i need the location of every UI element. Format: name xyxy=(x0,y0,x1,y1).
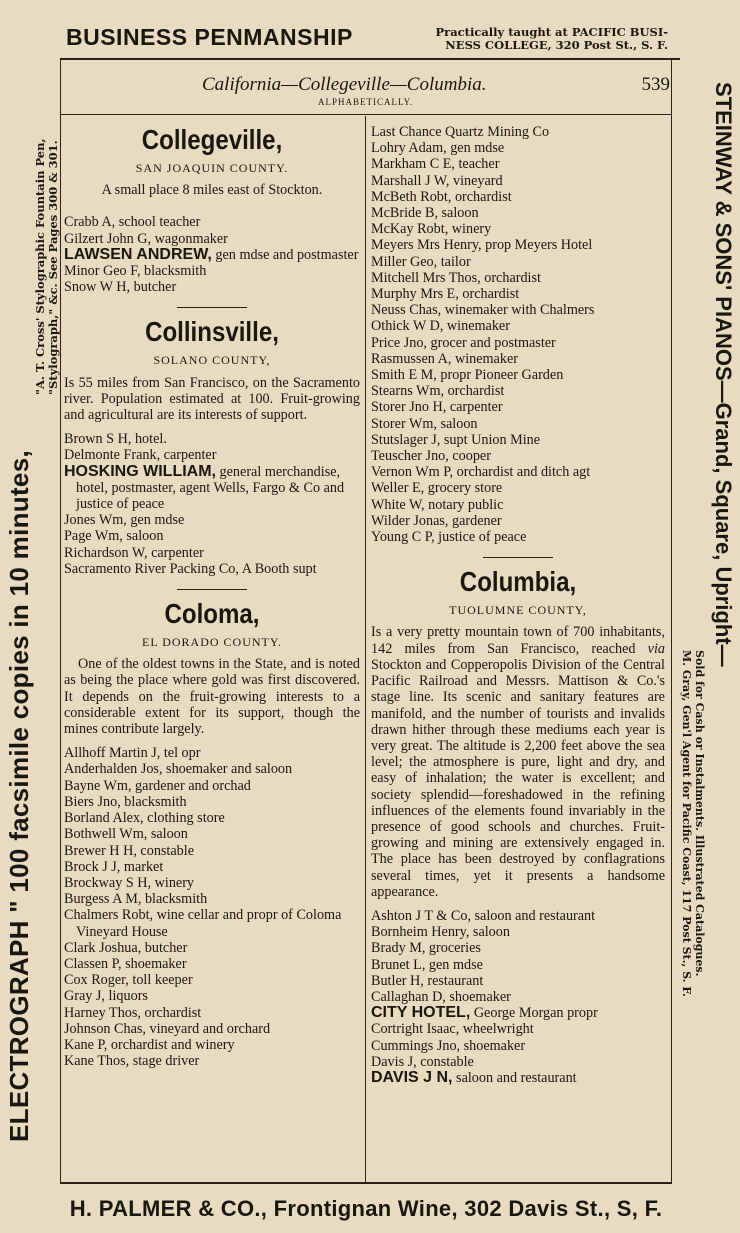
right-column xyxy=(371,124,665,1086)
list-item: Butler H, restaurant xyxy=(371,972,484,989)
left-frame-rule xyxy=(60,58,61,1182)
town-heading: Columbia, xyxy=(459,566,577,598)
list-item: Mitchell Mrs Thos, orchardist xyxy=(371,269,541,286)
list-item: Smith E M, propr Pioneer Garden xyxy=(371,367,564,384)
page-subtitle: ALPHABETICALLY. xyxy=(318,97,414,107)
list-item: Jones Wm, gen mdse xyxy=(64,512,185,529)
list-item: Stearns Wm, orchardist xyxy=(371,383,505,400)
list-item: Bayne Wm, gardener and orchad xyxy=(64,777,251,794)
page-header xyxy=(60,74,670,114)
list-item: Cortright Isaac, wheelwright xyxy=(371,1021,534,1038)
county-name: SOLANO COUNTY, xyxy=(153,353,271,368)
town-description: Is a very pretty mountain town of 700 inhabitants, 142 miles from San Francisco, reached via Stockton and Copperopolis Division of the Central Pacific Railroad and Messrs. Mattison & Co.'s stage line. Its scenic and sanitary features are manifold, and the number of tourists and invalids drawn hither through these mediums each year is very great. The altitude is 2,200 feet above the sea level; the atmosphere is pure, light and dry, and easy of inhalation; the water is excellent; and society splendid—foreshadowed in the refining influences of the elements found invariably in the presence of good schools and churches. Fruit-growing and mining are extensively engaged in. The place has been destroyed by conflagrations several times, yet it presents a handsome appearance. xyxy=(371,624,665,900)
list-item: Storer Wm, saloon xyxy=(371,415,478,432)
list-item: Kane Thos, stage driver xyxy=(64,1053,200,1070)
right-side-ad-detail: Sold for Cash or Instalments. Illustrated Catalogues. M. Gray, Gen'l Agent for Pacific Coast, 117 Post St., S. F. xyxy=(680,650,706,997)
top-ad-headline: BUSINESS PENMANSHIP xyxy=(66,24,353,50)
list-item: CITY HOTEL, George Morgan propr xyxy=(371,1004,598,1022)
county-name: SAN JOAQUIN COUNTY. xyxy=(135,161,289,175)
town-description: One of the oldest towns in the State, and is noted as being the place where gold was first discovered. It depends on the fruit-growing interests to a considerable extent for its support, though the mines contribute largely. xyxy=(64,656,360,738)
columbia-section xyxy=(371,566,665,1086)
county-name: EL DORADO COUNTY. xyxy=(142,635,282,650)
list-item: Chalmers Robt, wine cellar and propr of Coloma Vineyard House xyxy=(64,907,342,940)
town-heading: Collegeville, xyxy=(141,124,283,155)
list-item: Richardson W, carpenter xyxy=(64,544,204,561)
list-item: Brown S H, hotel. xyxy=(64,431,167,448)
bottom-rule xyxy=(60,1182,672,1184)
list-item: Cummings Jno, shoemaker xyxy=(371,1037,526,1054)
list-item: Othick W D, winemaker xyxy=(371,318,510,335)
list-item: Murphy Mrs E, orchardist xyxy=(371,286,520,303)
town-heading: Coloma, xyxy=(164,598,260,630)
list-item: Anderhalden Jos, shoemaker and saloon xyxy=(64,761,293,778)
list-item: Neuss Chas, winemaker with Chalmers xyxy=(371,302,595,319)
list-item: Brunet L, gen mdse xyxy=(371,956,483,973)
list-item: Crabb A, school teacher xyxy=(64,214,201,231)
list-item: Lohry Adam, gen mdse xyxy=(371,140,505,157)
bottom-advertisement: H. PALMER & CO., Frontignan Wine, 302 Davis St., S, F. xyxy=(69,1196,663,1221)
collinsville-section xyxy=(64,316,360,577)
list-item: Gray J, liquors xyxy=(64,988,148,1005)
list-item: Rasmussen A, winemaker xyxy=(371,350,518,367)
list-item: Bothwell Wm, saloon xyxy=(64,826,188,843)
list-item: Gilzert John G, wagonmaker xyxy=(64,230,228,247)
list-item: Burgess A M, blacksmith xyxy=(64,891,208,908)
list-item: Storer Jno H, carpenter xyxy=(371,399,503,416)
right-side-advertisement xyxy=(676,60,736,1180)
list-item: Borland Alex, clothing store xyxy=(64,810,225,827)
page-number: 539 xyxy=(641,74,670,95)
list-item: Davis J, constable xyxy=(371,1053,474,1070)
top-advertisement xyxy=(66,22,671,56)
list-item: LAWSEN ANDREW, gen mdse and postmaster xyxy=(64,245,359,263)
list-item: Ashton J T & Co, saloon and restaurant xyxy=(371,907,596,924)
list-item: Price Jno, grocer and postmaster xyxy=(371,334,556,351)
list-item: Cox Roger, toll keeper xyxy=(64,972,193,989)
list-item: Callaghan D, shoemaker xyxy=(371,988,511,1005)
right-side-ad-headline: STEINWAY & SONS' PIANOS—Grand, Square, Upright— xyxy=(711,82,736,667)
list-item: Classen P, shoemaker xyxy=(64,955,187,972)
top-ad-detail: Practically taught at PACIFIC BUSI- NESS COLLEGE, 320 Post St., S. F. xyxy=(435,25,668,52)
list-item: Vernon Wm P, orchardist and ditch agt xyxy=(371,464,591,481)
list-item: HOSKING WILLIAM, general merchandise, hotel, postmaster, agent Wells, Fargo & Co and justice of peace xyxy=(64,462,345,513)
list-item: Brady M, groceries xyxy=(371,940,481,957)
list-item: White W, notary public xyxy=(371,496,504,513)
right-frame-rule xyxy=(671,58,672,1182)
list-item: Miller Geo, tailor xyxy=(371,253,471,270)
list-item: Clark Joshua, butcher xyxy=(64,939,188,956)
list-item: Brewer H H, constable xyxy=(64,842,195,859)
column-divider xyxy=(365,116,366,1182)
list-item: Delmonte Frank, carpenter xyxy=(64,447,217,464)
list-item: Young C P, justice of peace xyxy=(371,529,527,546)
header-rule xyxy=(60,114,672,115)
list-item: Meyers Mrs Henry, prop Meyers Hotel xyxy=(371,237,593,254)
list-item: Kane P, orchardist and winery xyxy=(64,1036,235,1053)
list-item: Minor Geo F, blacksmith xyxy=(64,263,207,280)
list-item: Sacramento River Packing Co, A Booth supt xyxy=(64,560,317,577)
left-side-advertisement xyxy=(4,60,60,1180)
list-item: Teuscher Jno, cooper xyxy=(371,448,491,465)
list-item: Weller E, grocery store xyxy=(371,480,503,497)
left-side-ad-headline: ELECTROGRAPH " 100 facsimile copies in 10 minutes, xyxy=(4,450,34,1142)
list-item: Johnson Chas, vineyard and orchard xyxy=(64,1020,271,1037)
town-heading: Collinsville, xyxy=(145,316,279,348)
town-description: A small place 8 miles east of Stockton. xyxy=(101,182,323,199)
coloma-section xyxy=(64,598,360,1069)
list-item: Allhoff Martin J, tel opr xyxy=(64,745,201,762)
list-item: Marshall J W, vineyard xyxy=(371,172,503,189)
list-item: Markham C E, teacher xyxy=(371,156,500,173)
left-column xyxy=(64,118,360,1069)
list-item: Bornheim Henry, saloon xyxy=(371,924,510,941)
coloma-continued-section xyxy=(371,124,665,545)
list-item: Last Chance Quartz Mining Co xyxy=(371,124,550,140)
list-item: Harney Thos, orchardist xyxy=(64,1004,202,1021)
town-description: Is 55 miles from San Francisco, on the Sacramento river. Population estimated at 100. Fruit-growing and agricultural are its interests of support. xyxy=(64,374,360,424)
top-rule xyxy=(60,58,680,60)
list-item: Wilder Jonas, gardener xyxy=(371,512,502,529)
left-side-ad-detail: "A. T. Cross' Stylographic Fountain Pen, "Stylograph," &c. See Pages 300 & 301. xyxy=(33,138,60,395)
list-item: Biers Jno, blacksmith xyxy=(64,793,187,810)
section-separator xyxy=(177,307,247,308)
list-item: Brock J J, market xyxy=(64,858,164,875)
list-item: Brockway S H, winery xyxy=(64,874,195,891)
list-item: DAVIS J N, saloon and restaurant xyxy=(371,1068,577,1086)
collegeville-section xyxy=(64,124,360,295)
section-separator xyxy=(177,589,247,590)
page-title: California—Collegeville—Columbia. xyxy=(202,74,487,95)
list-item: McKay Robt, winery xyxy=(371,221,492,238)
list-item: Snow W H, butcher xyxy=(64,279,177,296)
list-item: McBeth Robt, orchardist xyxy=(371,188,512,205)
list-item: Stutslager J, supt Union Mine xyxy=(371,431,541,448)
list-item: McBride B, saloon xyxy=(371,205,479,222)
county-name: TUOLUMNE COUNTY, xyxy=(449,603,587,618)
section-separator xyxy=(483,557,553,558)
list-item: Page Wm, saloon xyxy=(64,528,164,545)
